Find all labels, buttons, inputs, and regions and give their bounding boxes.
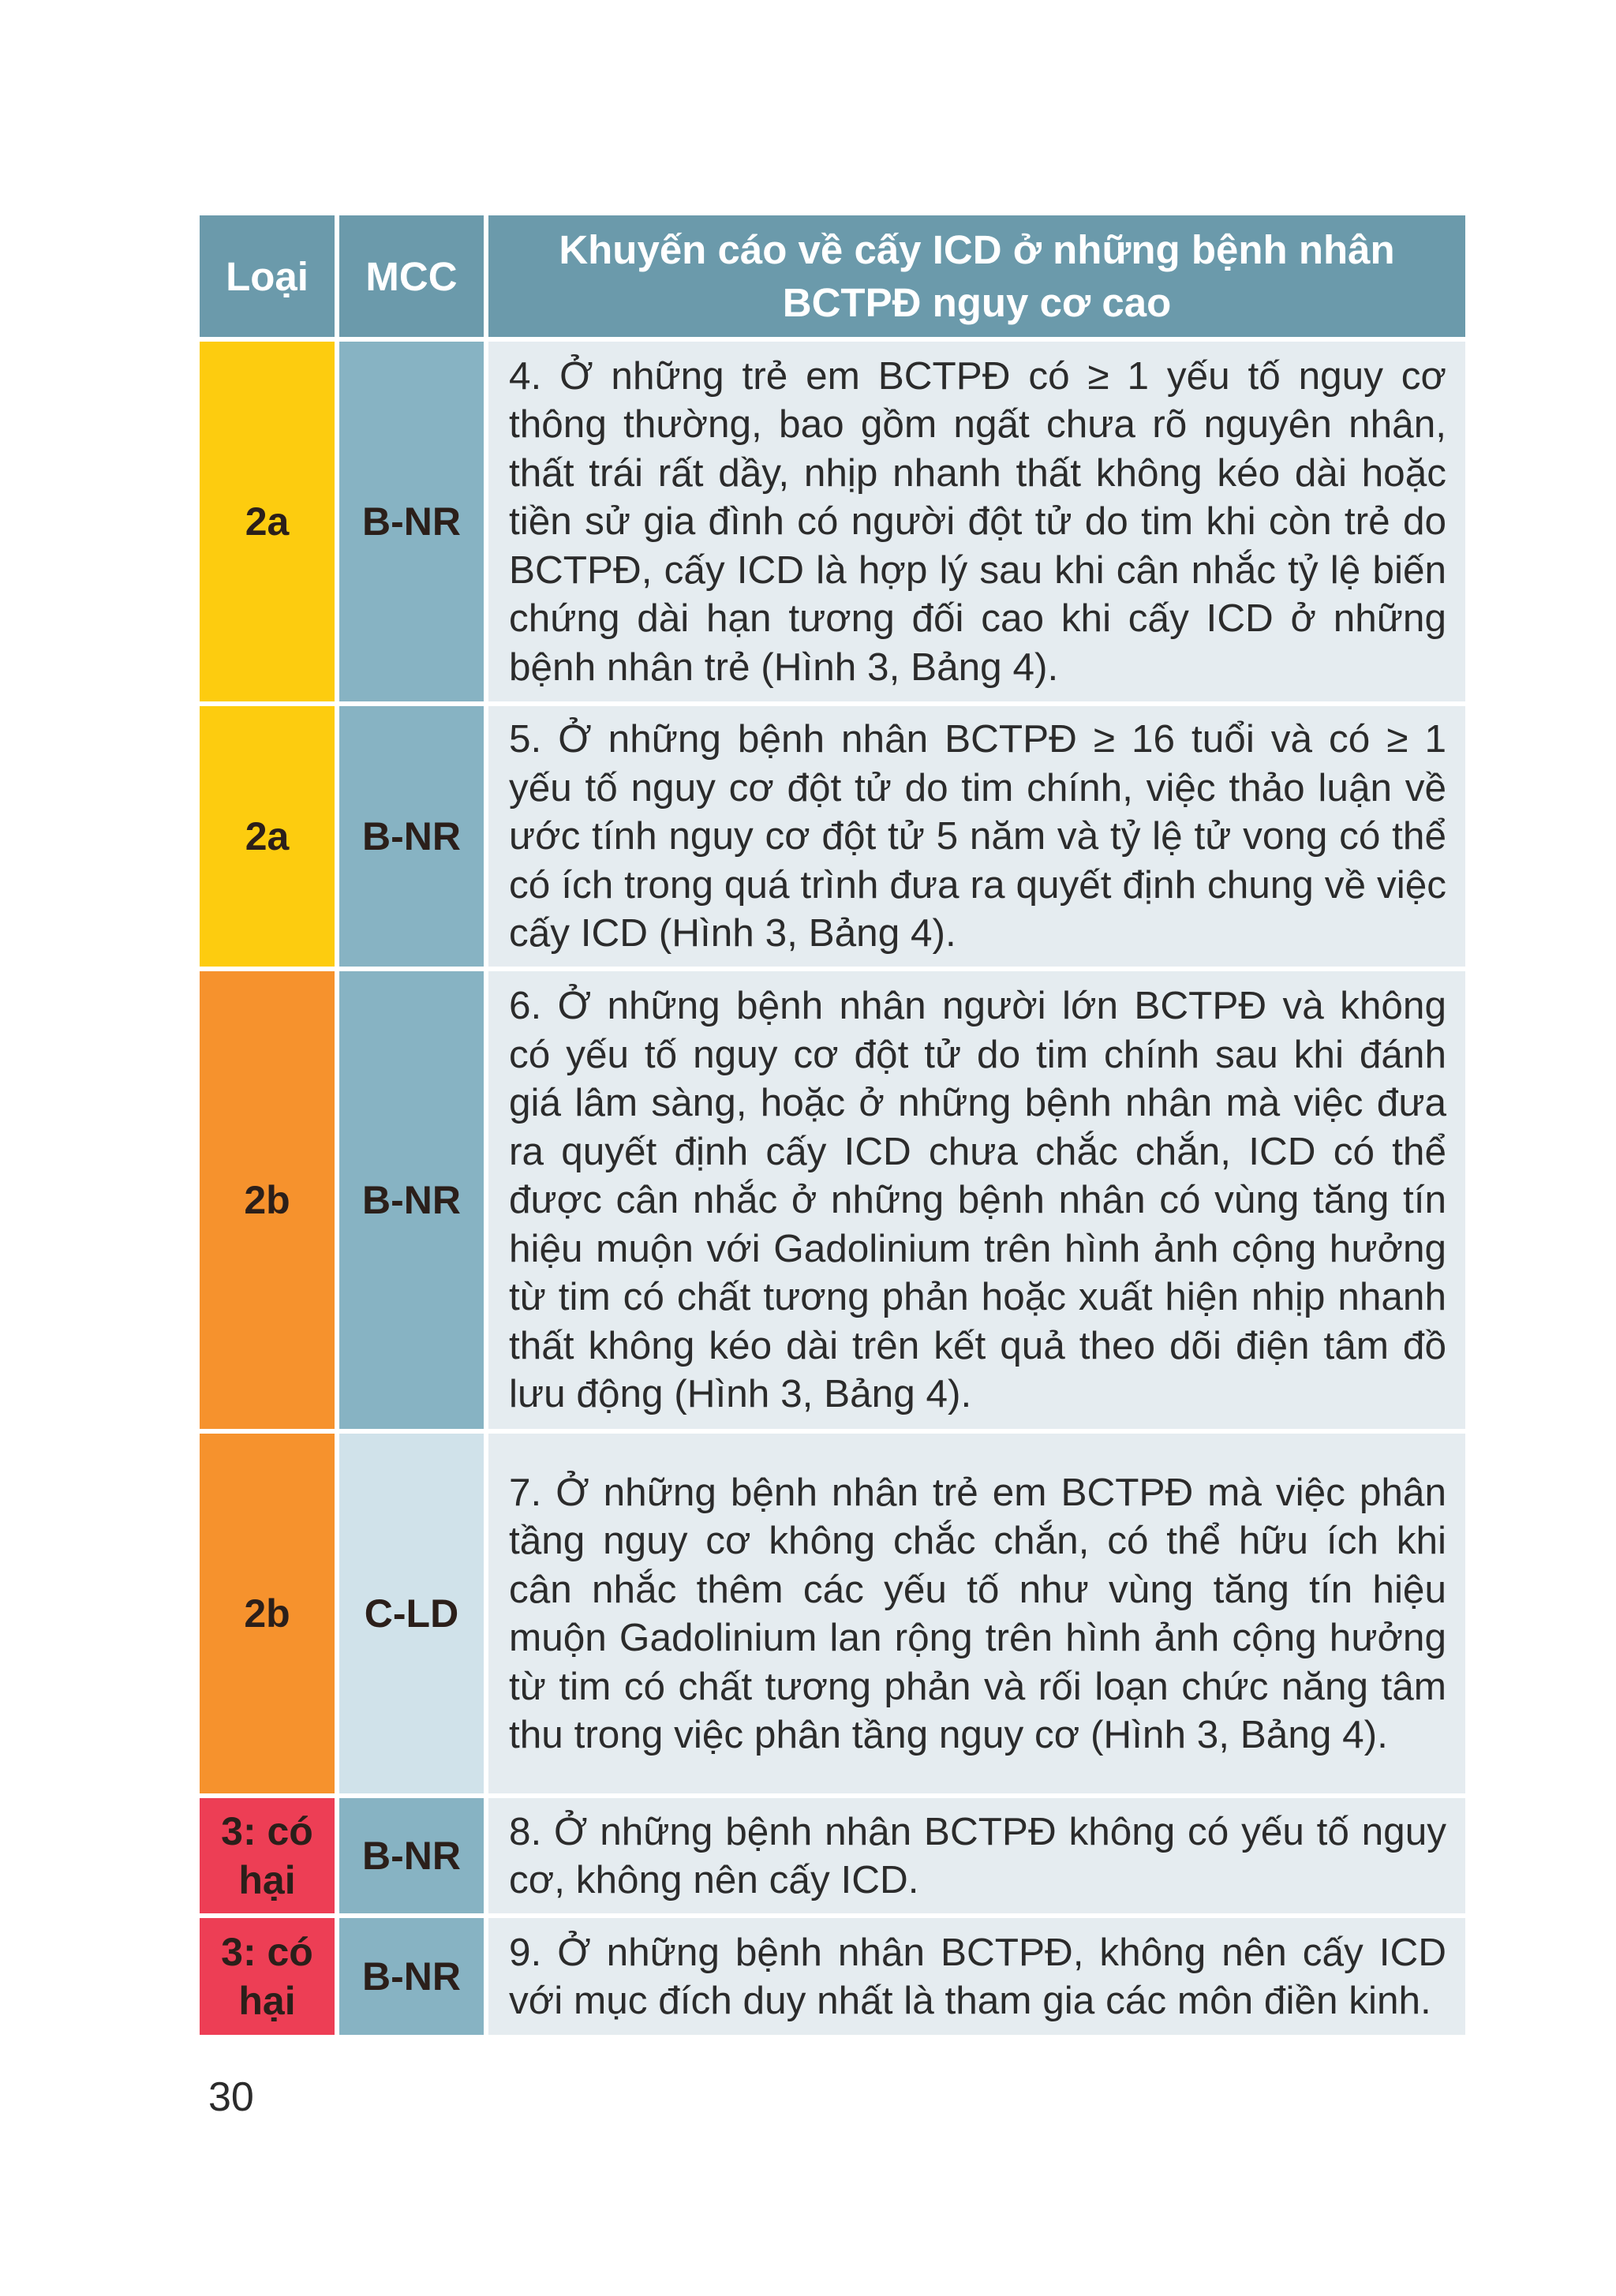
- loe-cell: C-LD: [339, 1434, 484, 1793]
- recommendation-cell: [488, 706, 1465, 967]
- class-cell: 2a: [200, 706, 335, 967]
- recommendation-cell: [488, 1918, 1465, 2035]
- recommendation-text: 4. Ở những trẻ em BCTPĐ có ≥ 1 yếu tố nguy cơ thông thường, bao gồm ngất chưa rõ nguyên nhân, thất trái rất dầy, nhịp nhanh thất không kéo dài hoặc tiền sử gia đình có người đột tử do tim khi còn trẻ do BCTPĐ, cấy ICD là hợp lý sau khi cân nhắc tỷ lệ biến chứng dài hạn tương đối cao khi cấy ICD ở những bệnh nhân trẻ (Hình 3, Bảng 4).: [509, 353, 1446, 689]
- recommendation-text: 9. Ở những bệnh nhân BCTPĐ, không nên cấy ICD với mục đích duy nhất là tham gia các môn điền kinh.: [509, 1930, 1446, 2022]
- header-class: Loại: [200, 215, 335, 337]
- recommendation-text: 6. Ở những bệnh nhân người lớn BCTPĐ và không có yếu tố nguy cơ đột tử do tim chính sau khi đánh giá lâm sàng, hoặc ở những bệnh nhân mà việc đưa ra quyết định cấy ICD chưa chắc chắn, ICD có thể được cân nhắc ở những bệnh nhân có vùng tăng tín hiệu muộn với Gadolinium trên hình ảnh cộng hưởng từ tim có chất tương phản hoặc xuất hiện nhịp nhanh thất không kéo dài trên kết quả theo dõi điện tâm đồ lưu động (Hình 3, Bảng 4).: [509, 984, 1446, 1416]
- recommendation-cell: [488, 342, 1465, 701]
- loe-cell: B-NR: [339, 1918, 484, 2035]
- class-cell: 2b: [200, 1434, 335, 1793]
- recommendation-text: 7. Ở những bệnh nhân trẻ em BCTPĐ mà việc phân tầng nguy cơ không chắc chắn, có thể hữu ích khi cân nhắc thêm các yếu tố như vùng tăng tín hiệu muộn Gadolinium lan rộng trên hình ảnh cộng hưởng từ tim có chất tương phản và rối loạn chức năng tâm thu trong việc phân tầng nguy cơ (Hình 3, Bảng 4).: [509, 1470, 1446, 1756]
- loe-cell: B-NR: [339, 342, 484, 701]
- page-number: 30: [208, 2074, 254, 2120]
- header-recommendation: Khuyến cáo về cấy ICD ở những bệnh nhân BCTPĐ nguy cơ cao: [488, 215, 1465, 337]
- class-cell: 2b: [200, 971, 335, 1429]
- loe-cell: B-NR: [339, 1798, 484, 1913]
- recommendation-text: 8. Ở những bệnh nhân BCTPĐ không có yếu tố nguy cơ, không nên cấy ICD.: [509, 1809, 1446, 1901]
- header-loe: MCC: [339, 215, 484, 337]
- class-cell: 3: có hại: [200, 1918, 335, 2035]
- recommendation-table: [200, 215, 1465, 2035]
- recommendation-cell: [488, 1434, 1465, 1793]
- loe-cell: B-NR: [339, 971, 484, 1429]
- class-cell: 2a: [200, 342, 335, 701]
- recommendation-cell: [488, 1798, 1465, 1913]
- class-cell: 3: có hại: [200, 1798, 335, 1913]
- loe-cell: B-NR: [339, 706, 484, 967]
- recommendation-cell: [488, 971, 1465, 1429]
- recommendation-text: 5. Ở những bệnh nhân BCTPĐ ≥ 16 tuổi và có ≥ 1 yếu tố nguy cơ đột tử do tim chính, việc thảo luận về ước tính nguy cơ đột tử 5 năm và tỷ lệ tử vong có thể có ích trong quá trình đưa ra quyết định chung về việc cấy ICD (Hình 3, Bảng 4).: [509, 717, 1446, 955]
